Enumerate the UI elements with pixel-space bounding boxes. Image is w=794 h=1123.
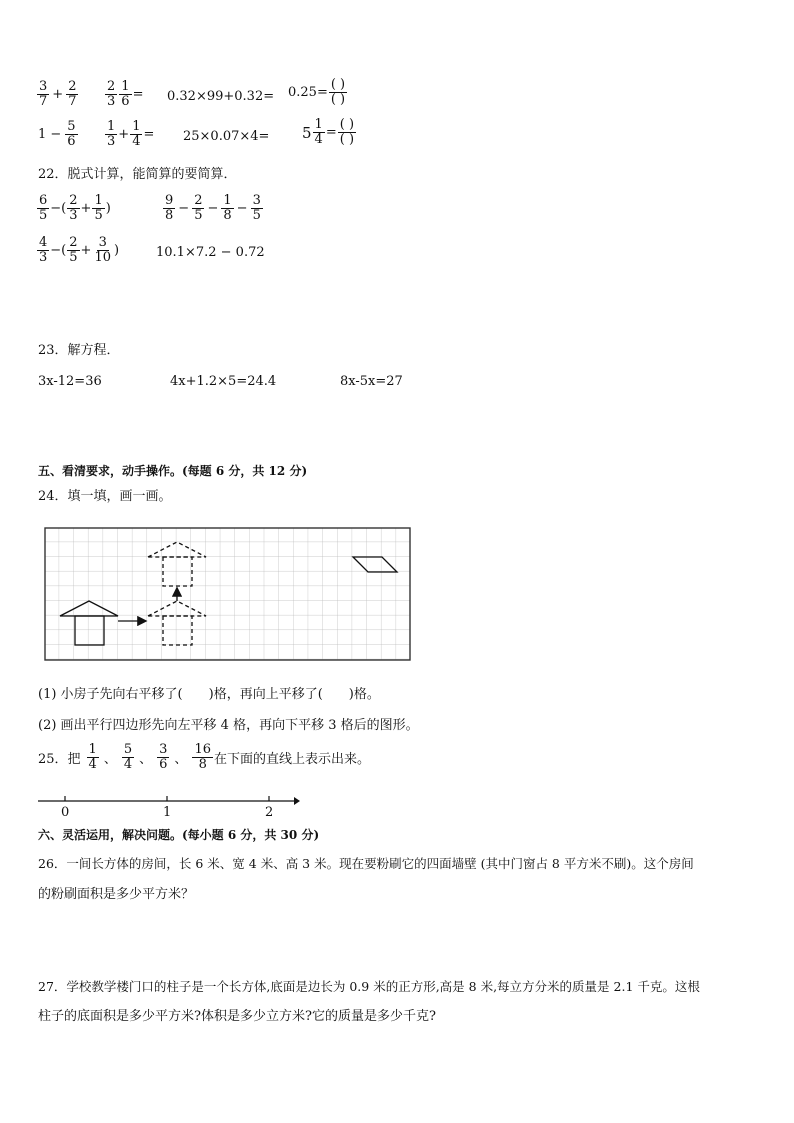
q22-expr3: $\frac{4}{3}$ −( $\frac{2}{5}$ + $\frac{3}{10}$ )	[39, 235, 120, 265]
q24-sub2: (2) 画出平行四边形先向左平移 4 格，再向下平移 3 格后的图形。	[38, 718, 419, 733]
tick-label-2: 2	[265, 805, 274, 820]
arrow-right-icon	[294, 797, 300, 805]
q25-line: 25．把 $\frac{1}{4}$ 、 $\frac{5}{4}$ 、 $\frac{3}{6}$ 、 $\frac{16}{8}$ 在下面的直线上表示出来。	[38, 742, 370, 772]
q23-eq1: 3x-12=36	[38, 374, 102, 389]
q21-r1-b: $\frac{2}{3}$ $\frac{1}{6}$ =	[107, 79, 144, 109]
fraction: $\frac{1}{3}$	[107, 119, 116, 149]
fraction: $\frac{( )}{( )}$	[330, 77, 346, 107]
q22-expr4: 10.1×7.2 − 0.72	[156, 245, 265, 260]
q21-r1-c: 0.32×99+0.32=	[167, 89, 275, 104]
tick-label-0: 0	[61, 805, 70, 820]
tick-label-1: 1	[163, 805, 172, 820]
fraction: $\frac{( )}{( )}$	[339, 117, 355, 147]
section5-title: 五、看清要求，动手操作。(每题 6 分，共 12 分)	[38, 464, 308, 478]
q24-title: 24．填一填，画一画。	[38, 489, 172, 504]
q22-title: 22．脱式计算，能简算的要简算．	[38, 167, 237, 182]
fraction: $\frac{1}{6}$	[121, 79, 130, 109]
q21-r2-d: 5 $\frac{1}{4}$ = $\frac{( )}{( )}$	[302, 117, 355, 147]
q21-r1-a: $\frac{3}{7}$ + $\frac{2}{7}$	[39, 79, 77, 109]
q27-line2: 柱子的底面积是多少平方米?体积是多少立方米?它的质量是多少千克?	[38, 1009, 436, 1024]
q26-line1: 26．一间长方体的房间，长 6 米、宽 4 米、高 3 米。现在要粉刷它的四面墙壁 (其中门窗占 8 平方米不刷)。这个房间	[38, 856, 694, 871]
q21-r2-b: $\frac{1}{3}$ + $\frac{1}{4}$ =	[107, 119, 155, 149]
q21-r2-a: 1 − $\frac{5}{6}$	[38, 119, 76, 149]
q27-line1: 27．学校教学楼门口的柱子是一个长方体,底面是边长为 0.9 米的正方形,高是 8 米,每立方分米的质量是 2.1 千克。这根	[38, 979, 700, 994]
q22-expr2: $\frac{9}{8}$ − $\frac{2}{5}$ − $\frac{1}{8}$ − $\frac{3}{5}$	[165, 193, 261, 223]
q22-expr1: $\frac{6}{5}$ −( $\frac{2}{3}$ + $\frac{1}{5}$ )	[39, 193, 111, 223]
fraction: $\frac{5}{6}$	[67, 119, 76, 149]
grid-figure	[44, 527, 412, 662]
fraction: $\frac{2}{3}$	[107, 79, 116, 109]
q23-title: 23．解方程．	[38, 343, 120, 358]
q24-sub1: (1) 小房子先向右平移了( )格，再向上平移了( )格。	[38, 687, 380, 702]
q23-eq3: 8x-5x=27	[340, 374, 403, 389]
fraction: $\frac{1}{4}$	[314, 117, 323, 147]
fraction: $\frac{1}{4}$	[132, 119, 141, 149]
q21-r1-d: 0.25= $\frac{( )}{( )}$	[288, 77, 346, 107]
fraction: $\frac{3}{7}$	[39, 79, 48, 109]
section6-title: 六、灵活运用，解决问题。(每小题 6 分，共 30 分)	[38, 828, 320, 842]
fraction: $\frac{2}{7}$	[68, 79, 77, 109]
q21-r2-c: 25×0.07×4=	[183, 129, 270, 144]
q26-line2: 的粉刷面积是多少平方米？	[38, 887, 195, 902]
q23-eq2: 4x+1.2×5=24.4	[170, 374, 277, 389]
